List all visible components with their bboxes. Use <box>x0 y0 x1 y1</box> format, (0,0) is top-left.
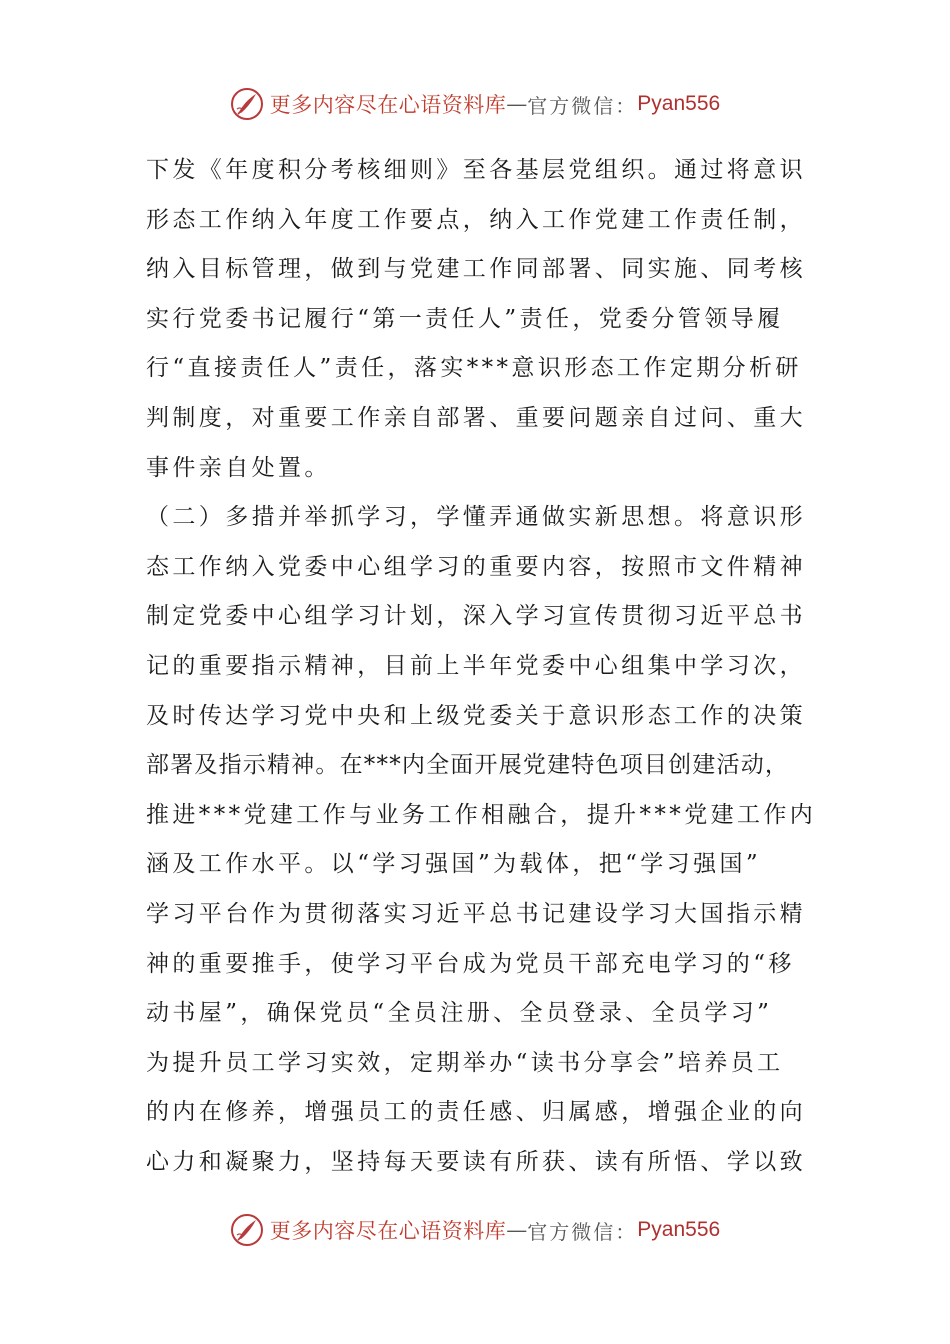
site-name: 更多内容尽在心语资料库 <box>269 93 507 117</box>
text-line: 判制度，对重要工作亲自部署、重要问题亲自过问、重大 <box>146 404 806 431</box>
wechat-label: 官方微信： <box>527 1219 638 1244</box>
section-heading-line: （二）多措并举抓学习，学懂弄通做实新思想。将意识形 <box>146 504 806 531</box>
text-line: 态工作纳入党委中心组学习的重要内容，按照市文件精神 <box>146 553 806 580</box>
document-body <box>146 146 817 1187</box>
text-line: 涵及工作水平。以“学习强国”为载体，把“学习强国” <box>146 851 762 878</box>
text-line: 事件亲自处置。 <box>146 454 331 481</box>
wechat-handle: Pyan556 <box>637 92 721 115</box>
text-line: 学习平台作为贯彻落实习近平总书记建设学习大国指示精 <box>146 900 806 927</box>
text-line: 形态工作纳入年度工作要点，纳入工作党建工作责任制， <box>146 206 806 233</box>
text-line: 神的重要推手，使学习平台成为党员干部充电学习的“移 <box>146 950 795 977</box>
site-name: 更多内容尽在心语资料库 <box>269 1219 507 1243</box>
header-banner <box>0 82 950 126</box>
text-line: 动书屋”，确保党员“全员注册、全员登录、全员学习” <box>146 1000 773 1027</box>
text-line: 为提升员工学习实效，定期举办“读书分享会”培养员工 <box>146 1049 784 1076</box>
text-line: 制定党委中心组学习计划，深入学习宣传贯彻习近平总书 <box>146 603 806 630</box>
text-line: 纳入目标管理，做到与党建工作同部署、同实施、同考核 <box>146 256 806 283</box>
text-line: 心力和凝聚力，坚持每天要读有所获、读有所悟、学以致 <box>146 1148 806 1175</box>
text-line: 下发《年度积分考核细则》至各基层党组织。通过将意识 <box>146 157 806 183</box>
text-line: 行“直接责任人”责任，落实***意识形态工作定期分析研 <box>146 355 802 382</box>
wechat-label: 官方微信： <box>527 93 638 118</box>
quill-logo-icon <box>230 87 264 121</box>
banner-dash: — <box>506 92 528 116</box>
text-line: 推进***党建工作与业务工作相融合，提升***党建工作内 <box>146 801 817 828</box>
text-line: 及时传达学习党中央和上级党委关于意识形态工作的决策 <box>146 702 806 729</box>
text-line: 实行党委书记履行“第一责任人”责任，党委分管领导履 <box>146 305 784 332</box>
banner-dash: — <box>506 1218 528 1242</box>
text-line: 部署及指示精神。在***内全面开展党建特色项目创建活动， <box>146 752 790 779</box>
wechat-handle: Pyan556 <box>637 1218 721 1241</box>
text-line: 记的重要指示精神，目前上半年党委中心组集中学习次， <box>146 652 806 679</box>
footer-banner <box>0 1208 950 1252</box>
text-line: 的内在修养，增强员工的责任感、归属感，增强企业的向 <box>146 1099 806 1126</box>
quill-logo-icon <box>230 1213 264 1247</box>
